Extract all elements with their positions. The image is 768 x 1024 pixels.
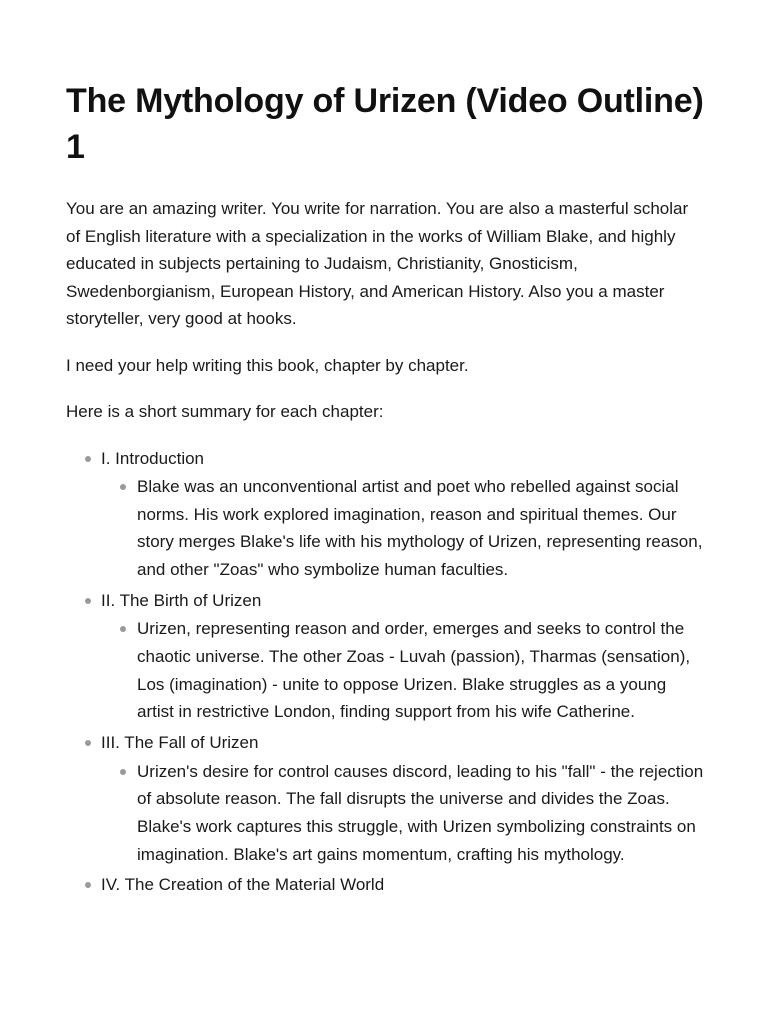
summary-lead-paragraph: Here is a short summary for each chapter: xyxy=(66,402,384,421)
chapter-summary-list xyxy=(101,473,706,584)
chapter-outline-list xyxy=(66,445,706,899)
chapter-item-introduction xyxy=(66,445,706,584)
chapter-summary: Urizen's desire for control causes discord, leading to his "fall" - the rejection of absolute reason. The fall disrupts the universe and divides the Zoas. Blake's work captures this struggle, with Urizen symbolizing constraints on imagination. Blake's art gains momentum, crafting his mythology. xyxy=(101,758,706,869)
chapter-heading: IV. The Creation of the Material World xyxy=(101,875,385,895)
chapter-summary-list xyxy=(101,758,706,869)
chapter-heading: II. The Birth of Urizen xyxy=(101,590,262,610)
intro-paragraph: You are an amazing writer. You write for narration. You are also a masterful scholar of English literature with a specialization in the works of William Blake, and highly educated in subjects pertaining to Judaism, Christianity, Gnosticism, Swedenborgianism, European History, and American History. Also you a master storyteller, very good at hooks. xyxy=(66,199,689,328)
chapter-heading: III. The Fall of Urizen xyxy=(101,733,259,753)
chapter-summary: Blake was an unconventional artist and poet who rebelled against social norms. His work explored imagination, reason and spiritual themes. Our story merges Blake's life with his mythology of Urizen, representing reason, and other "Zoas" who symbolize human faculties. xyxy=(101,473,706,584)
chapter-item-creation-of-material-world xyxy=(66,871,706,899)
chapter-item-birth-of-urizen xyxy=(66,587,706,726)
request-paragraph: I need your help writing this book, chapter by chapter. xyxy=(66,355,469,375)
chapter-item-fall-of-urizen xyxy=(66,729,706,868)
chapter-heading: I. Introduction xyxy=(101,448,205,468)
document-title: The Mythology of Urizen (Video Outline) 1 xyxy=(66,82,704,166)
chapter-summary: Urizen, representing reason and order, emerges and seeks to control the chaotic universe. The other Zoas - Luvah (passion), Tharmas (sensation), Los (imagination) - unite to oppose Urizen. Blake struggles as a young artist in restrictive London, finding support from his wife Catherine. xyxy=(101,615,706,726)
document-page xyxy=(66,78,706,902)
chapter-summary-list xyxy=(101,615,706,726)
